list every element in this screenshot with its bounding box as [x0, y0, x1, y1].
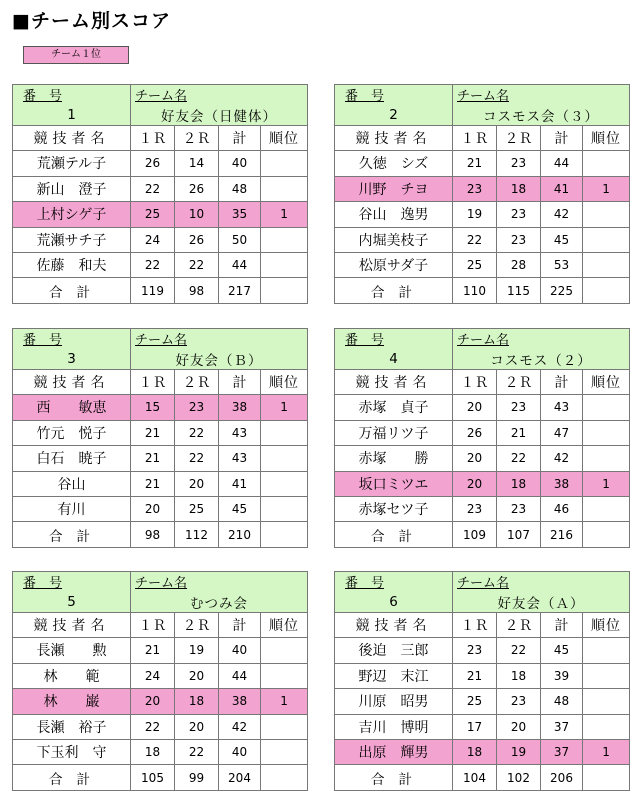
player-row	[13, 202, 308, 227]
total-score: 50	[219, 227, 261, 252]
round1-score: 21	[131, 420, 175, 445]
col-round2: ２Ｒ	[175, 125, 219, 150]
col-round2: ２Ｒ	[497, 612, 541, 637]
player-name: 新山 澄子	[13, 176, 131, 201]
player-row	[335, 227, 630, 252]
round2-score: 18	[497, 663, 541, 688]
team-score-table	[334, 571, 630, 791]
player-row	[335, 395, 630, 420]
total-score: 38	[219, 689, 261, 714]
round1-score: 20	[453, 446, 497, 471]
player-name: 谷山	[13, 471, 131, 496]
col-player: 競技者名	[13, 125, 131, 150]
total-round2: 102	[497, 765, 541, 791]
team-number: 4	[335, 348, 453, 369]
total-score: 44	[219, 253, 261, 278]
team-number-label: 番 号	[335, 85, 453, 105]
column-header-row	[13, 125, 308, 150]
team-rank: 1	[261, 689, 308, 714]
round1-score: 25	[453, 253, 497, 278]
round2-score: 18	[175, 689, 219, 714]
team-score-table	[12, 84, 308, 304]
total-round1: 104	[453, 765, 497, 791]
total-score: 38	[219, 395, 261, 420]
player-name: 長瀬 裕子	[13, 714, 131, 739]
total-rank-empty	[583, 278, 630, 304]
total-label: 合計	[13, 278, 131, 304]
team-rank	[261, 714, 308, 739]
col-round2: ２Ｒ	[175, 369, 219, 394]
column-header-row	[335, 125, 630, 150]
total-round2: 99	[175, 765, 219, 791]
player-name: 竹元 悦子	[13, 420, 131, 445]
team-number: 6	[335, 591, 453, 612]
col-round1: １Ｒ	[131, 125, 175, 150]
round2-score: 20	[175, 471, 219, 496]
player-row	[13, 497, 308, 522]
round2-score: 22	[175, 446, 219, 471]
total-rank-empty	[583, 522, 630, 548]
total-score: 42	[541, 446, 583, 471]
total-rank-empty	[261, 765, 308, 791]
round2-score: 23	[497, 689, 541, 714]
team-name-label: チーム名	[131, 329, 308, 349]
player-name: 谷山 逸男	[335, 202, 453, 227]
round1-score: 20	[131, 497, 175, 522]
total-sum: 217	[219, 278, 261, 304]
total-score: 46	[541, 497, 583, 522]
player-name: 坂口ミツエ	[335, 471, 453, 496]
total-score: 41	[541, 176, 583, 201]
team-rank	[583, 202, 630, 227]
total-score: 40	[219, 740, 261, 765]
round1-score: 15	[131, 395, 175, 420]
col-round2: ２Ｒ	[175, 612, 219, 637]
col-round1: １Ｒ	[131, 369, 175, 394]
total-score: 45	[219, 497, 261, 522]
team-name: 好友会（日健体）	[131, 104, 308, 125]
round2-score: 23	[497, 151, 541, 176]
total-sum: 210	[219, 522, 261, 548]
team-name-label: チーム名	[453, 85, 630, 105]
total-score: 43	[219, 420, 261, 445]
team-rank	[583, 227, 630, 252]
player-name: 万福リツ子	[335, 420, 453, 445]
team-rank: 1	[261, 395, 308, 420]
col-rank: 順位	[261, 369, 308, 394]
total-score: 53	[541, 253, 583, 278]
total-rank-empty	[261, 278, 308, 304]
round1-score: 24	[131, 663, 175, 688]
team-score-table	[12, 571, 308, 791]
round2-score: 10	[175, 202, 219, 227]
team-rank	[261, 663, 308, 688]
col-sum: 計	[219, 369, 261, 394]
column-header-row	[335, 369, 630, 394]
team-number-label: 番 号	[335, 572, 453, 592]
round1-score: 20	[453, 395, 497, 420]
player-row	[13, 471, 308, 496]
team-name-label: チーム名	[453, 329, 630, 349]
col-sum: 計	[219, 125, 261, 150]
total-row	[335, 765, 630, 791]
col-round1: １Ｒ	[453, 369, 497, 394]
player-name: 川原 昭男	[335, 689, 453, 714]
player-name: 吉川 博明	[335, 714, 453, 739]
round2-score: 20	[175, 714, 219, 739]
team-rank	[261, 420, 308, 445]
player-name: 下玉利 守	[13, 740, 131, 765]
player-row	[335, 176, 630, 201]
player-row	[13, 740, 308, 765]
team-name-label: チーム名	[131, 85, 308, 105]
column-header-row	[335, 612, 630, 637]
page-title: ■チーム別スコア	[12, 10, 171, 32]
team-name: 好友会（Ｂ）	[131, 348, 308, 369]
player-name: 赤塚 勝	[335, 446, 453, 471]
total-row	[13, 765, 308, 791]
player-row	[13, 395, 308, 420]
col-player: 競技者名	[13, 369, 131, 394]
round2-score: 20	[497, 714, 541, 739]
col-rank: 順位	[583, 369, 630, 394]
total-label: 合計	[335, 278, 453, 304]
team-name: コスモス（２）	[453, 348, 630, 369]
total-score: 48	[219, 176, 261, 201]
total-score: 37	[541, 714, 583, 739]
team-rank	[261, 151, 308, 176]
round1-score: 22	[131, 176, 175, 201]
round1-score: 19	[453, 202, 497, 227]
column-header-row	[13, 369, 308, 394]
round1-score: 22	[131, 714, 175, 739]
player-name: 白石 暁子	[13, 446, 131, 471]
team-rank	[261, 176, 308, 201]
team-name-label: チーム名	[453, 572, 630, 592]
round1-score: 26	[131, 151, 175, 176]
round1-score: 24	[131, 227, 175, 252]
round2-score: 25	[175, 497, 219, 522]
total-score: 42	[541, 202, 583, 227]
round1-score: 20	[131, 689, 175, 714]
total-round1: 98	[131, 522, 175, 548]
total-row	[13, 522, 308, 548]
round2-score: 26	[175, 176, 219, 201]
team-number: 5	[13, 591, 131, 612]
round1-score: 18	[131, 740, 175, 765]
team-number-label: 番 号	[13, 572, 131, 592]
player-name: 赤塚 貞子	[335, 395, 453, 420]
player-row	[335, 497, 630, 522]
total-round2: 115	[497, 278, 541, 304]
total-score: 43	[219, 446, 261, 471]
round1-score: 21	[131, 471, 175, 496]
team-number: 1	[13, 104, 131, 125]
team-rank	[261, 227, 308, 252]
team-rank	[583, 395, 630, 420]
player-name: 出原 輝男	[335, 740, 453, 765]
total-sum: 204	[219, 765, 261, 791]
total-round2: 98	[175, 278, 219, 304]
col-sum: 計	[541, 612, 583, 637]
round2-score: 28	[497, 253, 541, 278]
team-number-label: 番 号	[13, 329, 131, 349]
col-player: 競技者名	[13, 612, 131, 637]
round1-score: 21	[131, 638, 175, 663]
col-rank: 順位	[583, 125, 630, 150]
player-row	[335, 740, 630, 765]
player-name: 赤塚セツ子	[335, 497, 453, 522]
round1-score: 21	[453, 663, 497, 688]
team-number-label: 番 号	[335, 329, 453, 349]
player-row	[335, 714, 630, 739]
round2-score: 23	[497, 497, 541, 522]
player-row	[13, 253, 308, 278]
total-score: 42	[219, 714, 261, 739]
round1-score: 17	[453, 714, 497, 739]
total-round1: 110	[453, 278, 497, 304]
team-rank	[583, 151, 630, 176]
round1-score: 23	[453, 176, 497, 201]
player-name: 荒瀬テル子	[13, 151, 131, 176]
round2-score: 19	[497, 740, 541, 765]
round1-score: 23	[453, 497, 497, 522]
total-row	[335, 278, 630, 304]
team-rank	[261, 446, 308, 471]
team-number: 3	[13, 348, 131, 369]
player-name: 川野 チヨ	[335, 176, 453, 201]
player-row	[13, 663, 308, 688]
total-sum: 206	[541, 765, 583, 791]
total-label: 合計	[13, 765, 131, 791]
col-player: 競技者名	[335, 369, 453, 394]
team-rank	[583, 663, 630, 688]
round2-score: 18	[497, 471, 541, 496]
team-rank	[261, 638, 308, 663]
total-score: 35	[219, 202, 261, 227]
col-rank: 順位	[261, 612, 308, 637]
total-round2: 112	[175, 522, 219, 548]
player-row	[335, 151, 630, 176]
round1-score: 25	[131, 202, 175, 227]
col-rank: 順位	[261, 125, 308, 150]
player-name: 上村シゲ子	[13, 202, 131, 227]
round1-score: 26	[453, 420, 497, 445]
player-row	[13, 176, 308, 201]
player-name: 後迫 三郎	[335, 638, 453, 663]
total-round1: 105	[131, 765, 175, 791]
team-rank	[583, 446, 630, 471]
player-row	[335, 253, 630, 278]
team-name: 好友会（Ａ）	[453, 591, 630, 612]
col-round1: １Ｒ	[453, 612, 497, 637]
team-rank	[261, 497, 308, 522]
player-name: 久徳 シズ	[335, 151, 453, 176]
round1-score: 21	[453, 151, 497, 176]
player-name: 荒瀬サチ子	[13, 227, 131, 252]
total-label: 合計	[13, 522, 131, 548]
team-rank	[583, 638, 630, 663]
total-row	[335, 522, 630, 548]
total-label: 合計	[335, 765, 453, 791]
player-row	[13, 420, 308, 445]
player-name: 有川	[13, 497, 131, 522]
total-label: 合計	[335, 522, 453, 548]
round2-score: 14	[175, 151, 219, 176]
player-row	[13, 714, 308, 739]
legend-first-place: チーム１位	[23, 46, 129, 64]
team-score-table	[334, 328, 630, 548]
team-rank: 1	[583, 471, 630, 496]
col-round1: １Ｒ	[131, 612, 175, 637]
player-name: 林 巌	[13, 689, 131, 714]
player-name: 野辺 末江	[335, 663, 453, 688]
col-sum: 計	[541, 369, 583, 394]
player-row	[335, 663, 630, 688]
total-rank-empty	[261, 522, 308, 548]
team-name: コスモス会（３）	[453, 104, 630, 125]
player-row	[13, 689, 308, 714]
total-score: 38	[541, 471, 583, 496]
player-row	[335, 638, 630, 663]
team-rank	[583, 497, 630, 522]
team-rank	[583, 253, 630, 278]
round2-score: 23	[497, 227, 541, 252]
player-row	[335, 471, 630, 496]
total-round2: 107	[497, 522, 541, 548]
team-score-table	[334, 84, 630, 304]
team-number-label: 番 号	[13, 85, 131, 105]
player-row	[335, 689, 630, 714]
total-row	[13, 278, 308, 304]
round2-score: 20	[175, 663, 219, 688]
round2-score: 23	[175, 395, 219, 420]
player-row	[13, 446, 308, 471]
round2-score: 22	[175, 740, 219, 765]
team-rank	[583, 420, 630, 445]
col-round2: ２Ｒ	[497, 125, 541, 150]
round1-score: 23	[453, 638, 497, 663]
total-score: 48	[541, 689, 583, 714]
team-score-table	[12, 328, 308, 548]
round2-score: 22	[497, 446, 541, 471]
team-name: むつみ会	[131, 591, 308, 612]
total-score: 40	[219, 638, 261, 663]
team-rank	[261, 253, 308, 278]
total-score: 44	[219, 663, 261, 688]
round1-score: 18	[453, 740, 497, 765]
total-score: 39	[541, 663, 583, 688]
round2-score: 22	[497, 638, 541, 663]
total-round1: 119	[131, 278, 175, 304]
total-score: 47	[541, 420, 583, 445]
total-score: 45	[541, 227, 583, 252]
player-name: 西 敏恵	[13, 395, 131, 420]
round2-score: 23	[497, 395, 541, 420]
player-row	[13, 151, 308, 176]
player-name: 長瀬 勲	[13, 638, 131, 663]
total-score: 37	[541, 740, 583, 765]
player-row	[335, 420, 630, 445]
total-sum: 225	[541, 278, 583, 304]
total-score: 40	[219, 151, 261, 176]
col-player: 競技者名	[335, 612, 453, 637]
total-sum: 216	[541, 522, 583, 548]
col-round1: １Ｒ	[453, 125, 497, 150]
team-rank: 1	[583, 740, 630, 765]
player-row	[13, 227, 308, 252]
total-round1: 109	[453, 522, 497, 548]
team-rank	[583, 689, 630, 714]
round2-score: 26	[175, 227, 219, 252]
player-row	[335, 202, 630, 227]
col-sum: 計	[541, 125, 583, 150]
player-row	[335, 446, 630, 471]
player-name: 内堀美枝子	[335, 227, 453, 252]
column-header-row	[13, 612, 308, 637]
team-rank: 1	[261, 202, 308, 227]
total-score: 43	[541, 395, 583, 420]
round2-score: 22	[175, 420, 219, 445]
team-rank	[261, 471, 308, 496]
col-round2: ２Ｒ	[497, 369, 541, 394]
total-score: 41	[219, 471, 261, 496]
round1-score: 25	[453, 689, 497, 714]
team-rank	[261, 740, 308, 765]
col-player: 競技者名	[335, 125, 453, 150]
team-rank: 1	[583, 176, 630, 201]
round1-score: 20	[453, 471, 497, 496]
player-name: 松原サダ子	[335, 253, 453, 278]
col-rank: 順位	[583, 612, 630, 637]
round2-score: 23	[497, 202, 541, 227]
round2-score: 22	[175, 253, 219, 278]
round1-score: 22	[131, 253, 175, 278]
total-score: 44	[541, 151, 583, 176]
col-sum: 計	[219, 612, 261, 637]
team-rank	[583, 714, 630, 739]
player-row	[13, 638, 308, 663]
round1-score: 21	[131, 446, 175, 471]
team-name-label: チーム名	[131, 572, 308, 592]
round2-score: 21	[497, 420, 541, 445]
team-number: 2	[335, 104, 453, 125]
total-score: 45	[541, 638, 583, 663]
round1-score: 22	[453, 227, 497, 252]
round2-score: 19	[175, 638, 219, 663]
round2-score: 18	[497, 176, 541, 201]
player-name: 佐藤 和夫	[13, 253, 131, 278]
total-rank-empty	[583, 765, 630, 791]
player-name: 林 範	[13, 663, 131, 688]
